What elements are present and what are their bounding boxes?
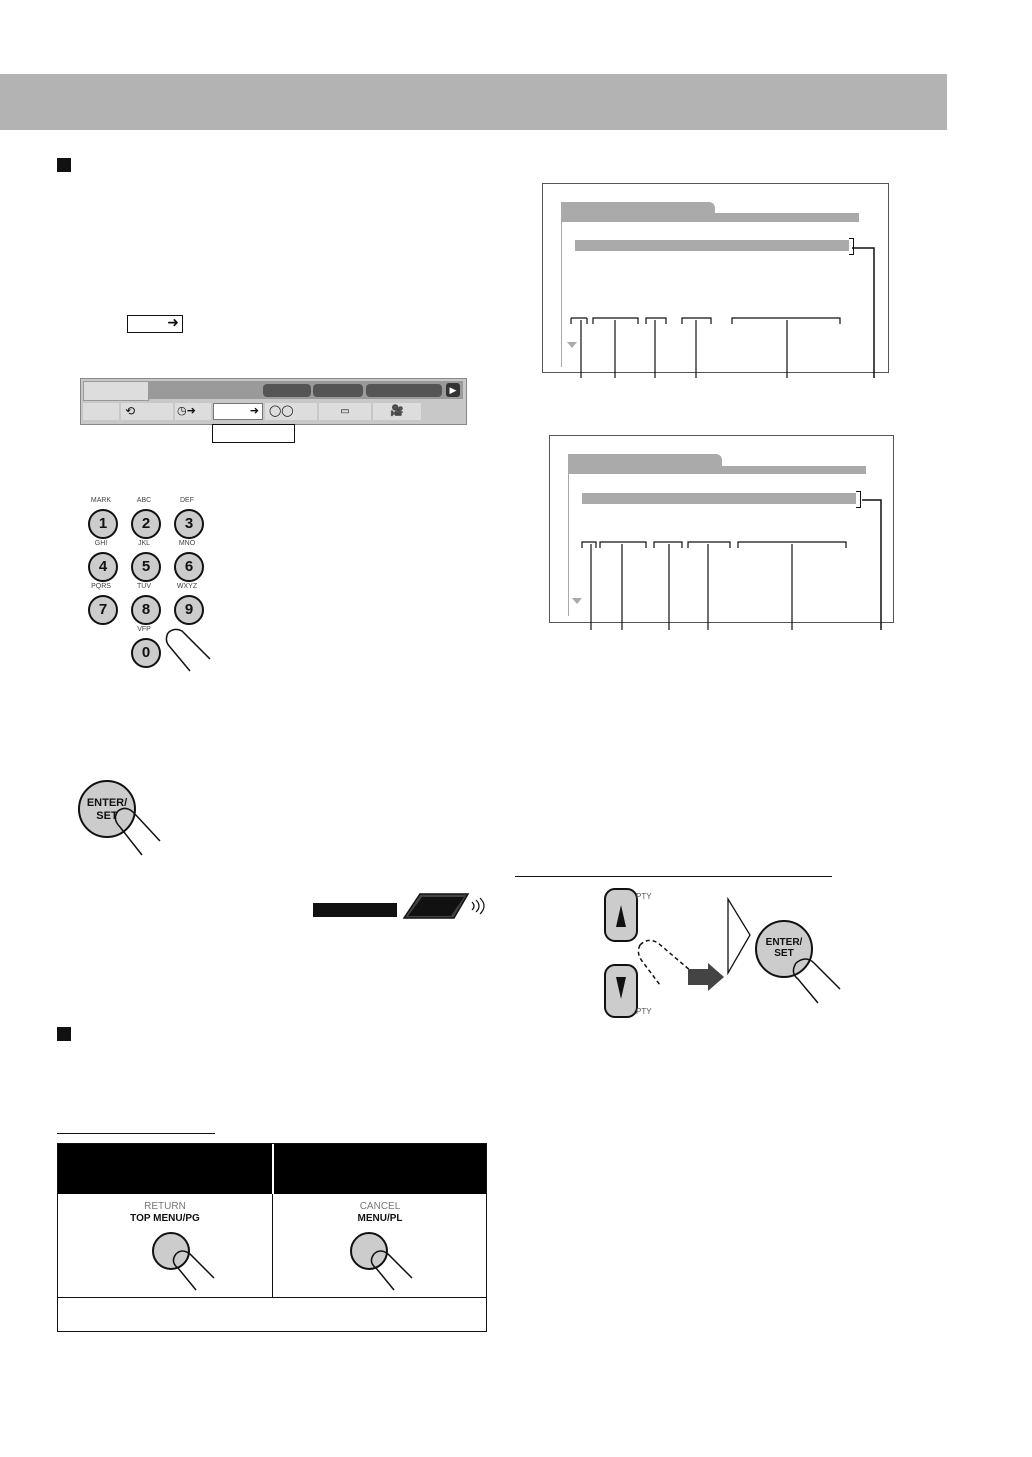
key-letters: JKL: [137, 540, 151, 547]
table-divider: [272, 1194, 273, 1298]
bar-button: [263, 384, 311, 397]
key-7-button[interactable]: 7: [88, 595, 118, 625]
cursor-up-button[interactable]: [606, 889, 638, 941]
repeat-icon: ⟲: [121, 403, 173, 420]
arrow-box: [127, 315, 183, 333]
bar-button: [366, 384, 442, 397]
enter-label-line1: ENTER/: [86, 797, 128, 809]
bar-cell: [83, 403, 119, 420]
key-2-button[interactable]: 2: [131, 509, 161, 539]
key-letters: WXYZ: [176, 583, 198, 590]
key-letters: PQRS: [91, 583, 111, 590]
finger-icon: [368, 1248, 418, 1294]
time-entry-field: ➜: [213, 403, 263, 420]
finger-icon: [160, 625, 220, 675]
key-8-button[interactable]: 8: [131, 595, 161, 625]
key-letters: MNO: [178, 540, 196, 547]
osd-tab: [568, 454, 722, 474]
callout-lines-1: [560, 240, 890, 380]
bar-tab: [83, 381, 149, 401]
key-4-button[interactable]: 4: [88, 552, 118, 582]
key-letters: ABC: [136, 497, 152, 504]
osd-tab-bar: [715, 213, 859, 222]
section-marker-square: [57, 158, 71, 172]
enter-set-button-right[interactable]: [756, 937, 812, 959]
key-3-button[interactable]: 3: [174, 509, 204, 539]
play-icon: ▶: [446, 383, 460, 397]
heading-underline: [57, 1133, 215, 1134]
key-1-button[interactable]: 1: [88, 509, 118, 539]
cursor-down-button[interactable]: [606, 965, 638, 1017]
header-band: [0, 74, 947, 130]
enter-label-line1: ENTER/: [765, 937, 803, 948]
table-divider: [58, 1297, 486, 1298]
finger-icon: [170, 1248, 220, 1294]
subtitle-icon: ▭: [319, 403, 371, 420]
return-label: RETURN: [144, 1201, 186, 1212]
button-table: [57, 1143, 487, 1332]
key-5-button[interactable]: 5: [131, 552, 161, 582]
on-screen-bar: [80, 378, 467, 425]
angle-icon: 🎥: [373, 403, 421, 420]
remote-only-label: [313, 903, 397, 917]
enter-label-line2: SET: [774, 948, 794, 959]
table-header-cell: [58, 1144, 272, 1194]
finger-icon: [110, 805, 170, 860]
osd-tab-bar: [722, 466, 866, 474]
menu-pl-label: MENU/PL: [357, 1213, 403, 1224]
key-6-button[interactable]: 6: [174, 552, 204, 582]
key-letters: GHI: [94, 540, 108, 547]
key-letters: DEF: [180, 497, 194, 504]
osd-tab: [561, 202, 715, 222]
entry-box: [212, 424, 295, 443]
cancel-label: CANCEL: [359, 1201, 401, 1212]
key-0-button[interactable]: 0: [131, 638, 161, 668]
callout-lines-2: [570, 490, 895, 632]
pty-up-label: PTY: [636, 892, 652, 901]
enter-label-line2: SET: [96, 810, 118, 822]
key-letters: MARK: [90, 497, 112, 504]
time-search-icon: ◷➜: [175, 403, 211, 420]
table-header-cell: [274, 1144, 486, 1194]
top-menu-label: TOP MENU/PG: [130, 1213, 200, 1224]
key-9-button[interactable]: 9: [174, 595, 204, 625]
audio-icon: ◯◯: [265, 403, 317, 420]
heading-underline: [515, 876, 832, 877]
key-letters: VFP: [137, 626, 151, 633]
bar-button: [313, 384, 363, 397]
key-letters: TUV: [137, 583, 151, 590]
remote-control-icon: [398, 890, 490, 924]
section-marker-square: [57, 1027, 71, 1041]
arrow-right-icon: ➜: [167, 314, 179, 330]
pty-down-label: PTY: [636, 1007, 652, 1016]
